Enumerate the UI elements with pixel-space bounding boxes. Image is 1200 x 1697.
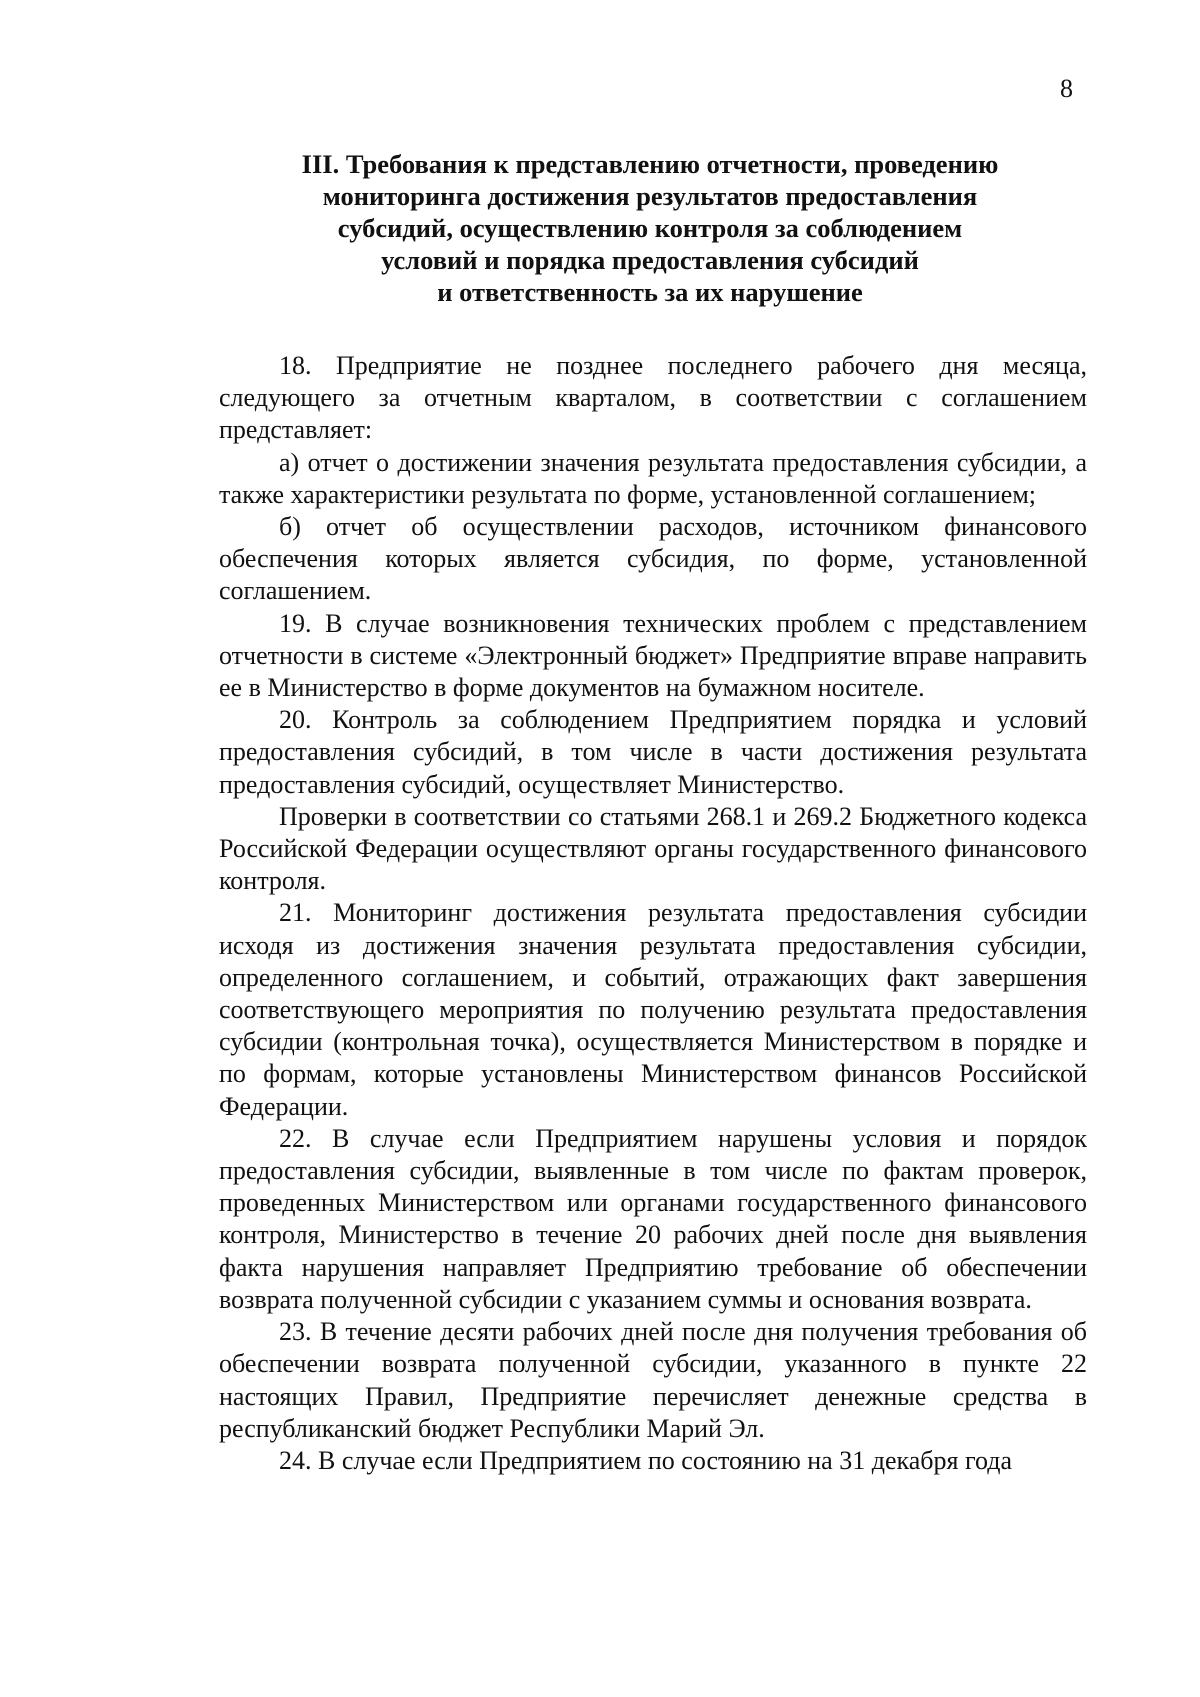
heading-line: мониторинга достижения результатов предоставления — [322, 181, 978, 211]
paragraph-22: 22. В случае если Предприятием нарушены условия и порядок предоставления субсидии, выявленные в том числе по фактам проверок, проведенных Министерством или органами государственного финансового контроля, Министерство в течение 20 рабочих дней после дня выявления факта нарушения направляет Предприятию требование об обеспечении возврата полученной субсидии с указанием суммы и основания возврата. — [219, 1123, 1087, 1314]
heading-line: III. Требования к представлению отчетности, проведению — [301, 149, 999, 179]
paragraph-19: 19. В случае возникновения технических проблем с представлением отчетности в системе «Электронный бюджет» Предприятие вправе направить ее в Министерство в форме документов на бумажном носителе. — [219, 608, 1087, 703]
paragraph-20: 20. Контроль за соблюдением Предприятием порядка и условий предоставления субсидий, в том числе в части достижения результата предоставления субсидий, осуществляет Министерство. — [219, 705, 1087, 799]
paragraph-21: 21. Мониторинг достижения результата предоставления субсидии исходя из достижения значения результата предоставления субсидии, определенного соглашением, и событий, отражающих факт завершения соответствующего мероприятия по получению результата предоставления субсидии (контрольная точка), осуществляется Министерством в порядке и по формам, которые установлены Министерством финансов Российской Федерации. — [219, 898, 1087, 1121]
paragraph-18b: б) отчет об осуществлении расходов, источником финансового обеспечения которых является субсидия, по форме, установленной соглашением. — [219, 512, 1087, 606]
heading-line: условий и порядка предоставления субсидий — [381, 245, 919, 275]
paragraph-23: 23. В течение десяти рабочих дней после дня получения требования об обеспечении возврата полученной субсидии, указанного в пункте 22 настоящих Правил, Предприятие перечисляет денежные средства в республиканский бюджет Республики Марий Эл. — [219, 1317, 1087, 1443]
heading-line: и ответственность за их нарушение — [437, 277, 863, 307]
paragraph-24: 24. В случае если Предприятием по состоянию на 31 декабря года — [279, 1445, 1012, 1475]
paragraph-18: 18. Предприятие не позднее последнего рабочего дня месяца, следующего за отчетным кварталом, в соответствии с соглашением представляет: — [219, 351, 1087, 445]
paragraph-20-inspections: Проверки в соответствии со статьями 268.1 и 269.2 Бюджетного кодекса Российской Федерации осуществляют органы государственного финансового контроля. — [219, 801, 1087, 896]
document-body — [219, 350, 1087, 1477]
heading-line: субсидий, осуществлению контроля за соблюдением — [337, 213, 963, 243]
paragraph-18a: а) отчет о достижении значения результата предоставления субсидии, а также характеристики результата по форме, установленной соглашением; — [219, 447, 1087, 509]
page-number: 8 — [1060, 74, 1073, 103]
section-heading — [220, 148, 1080, 308]
